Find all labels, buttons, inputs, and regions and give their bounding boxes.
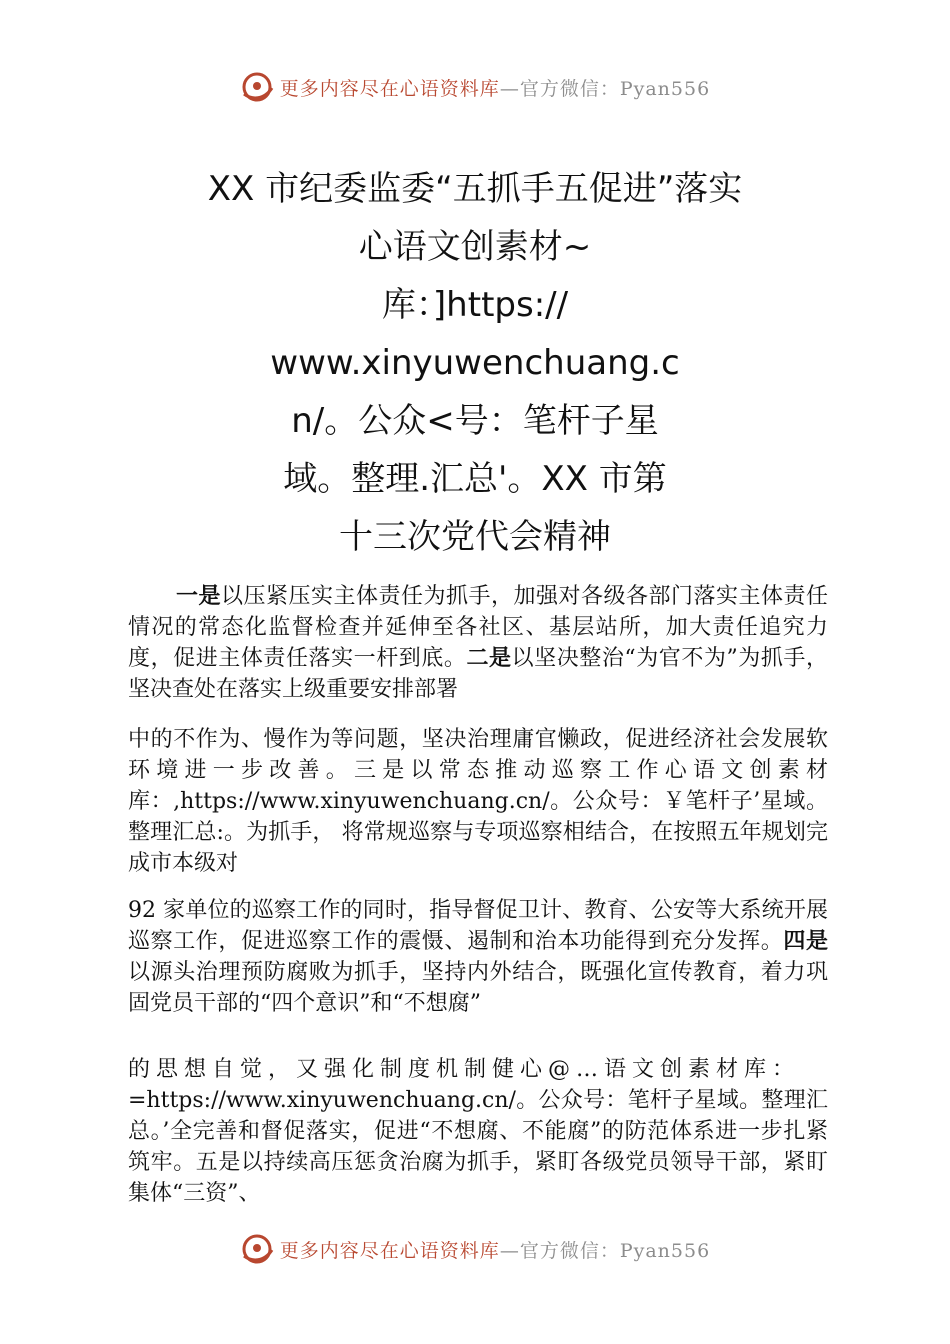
banner-wechat-id: Pyan556 [619,1239,711,1262]
paragraph-3-text-a: 92 家单位的巡察工作的同时，指导督促卫计、教育、公安等大系统开展巡察工作，促进巡察工作的震慑、遏制和治本功能得到充分发挥。 [128,898,828,954]
title-line-2: 心语文创素材~ [358,227,592,267]
title-line-1: XX 市纪委监委“五抓手五促进”落实 [207,169,743,209]
paragraph-1 [128,581,828,705]
document-title [0,160,950,566]
banner-wechat-id: Pyan556 [619,77,711,100]
title-line-4: www.xinyuwenchuang.c [270,343,680,383]
footer-banner [0,1232,950,1266]
paragraph-3-text-b: 以源头治理预防腐败为抓手，坚持内外结合，既强化宣传教育，着力巩固党员干部的“四个意识”和“不想腐” [128,960,828,1016]
brand-logo-icon [240,1232,274,1266]
brand-logo-icon [240,70,274,104]
banner-separator: —官方微信： [499,1239,620,1262]
banner-text [280,74,710,101]
bold-marker-1: 一是 [176,584,221,609]
paragraph-2: 中的不作为、慢作为等问题，坚决治理庸官懒政，促进经济社会发展软环境进一步改善。三是以常态推动巡察工作心语文创素材库：,https://www.xinyuwenchuang.cn/。公众号：￥笔杆子’星域。整理汇总:。为抓手， 将常规巡察与专项巡察相结合，在按照五年规划完成市本级对 [128,727,828,876]
title-line-5: n/。公众<号：笔杆子星 [291,401,659,441]
paragraph-1-text-b: 以坚决整治“为官不为”为抓手，坚决查处在落实上级重要安排部署 [128,646,828,702]
banner-main: 更多内容尽在心语资料库 [279,1239,500,1262]
paragraph-4-rest: =https://www.xinyuwenchuang.cn/。公众号：笔杆子星域。整理汇总。’全完善和督促落实，促进“不想腐、不能腐”的防范体系进一步扎紧筑牢。五是以持续高压惩贪治腐为抓手，紧盯各级党员领导干部，紧盯集体“三资”、 [128,1088,828,1206]
paragraph-3 [128,895,828,1019]
banner-separator: —官方微信： [499,77,620,100]
banner-text [280,1236,710,1263]
header-banner [0,70,950,104]
paragraph-4 [128,1054,828,1209]
paragraph-4-line-1: 的思想自觉，又强化制度机制健心@…语文创素材库： [128,1057,801,1082]
paragraph-1-text-a: 以压紧压实主体责任为抓手，加强对各级各部门落实主体责任情况的常态化监督检查并延伸至各社区、基层站所，加大责任追究力度，促进主体责任落实一杆到底。 [128,584,828,671]
title-line-3: 库：]https:// [381,285,569,325]
title-line-6: 域。整理.汇总'。XX 市第 [283,459,667,499]
bold-marker-2: 二是 [466,646,512,671]
bold-marker-4: 四是 [783,929,828,954]
title-line-7: 十三次党代会精神 [339,517,611,557]
banner-main: 更多内容尽在心语资料库 [279,77,500,100]
